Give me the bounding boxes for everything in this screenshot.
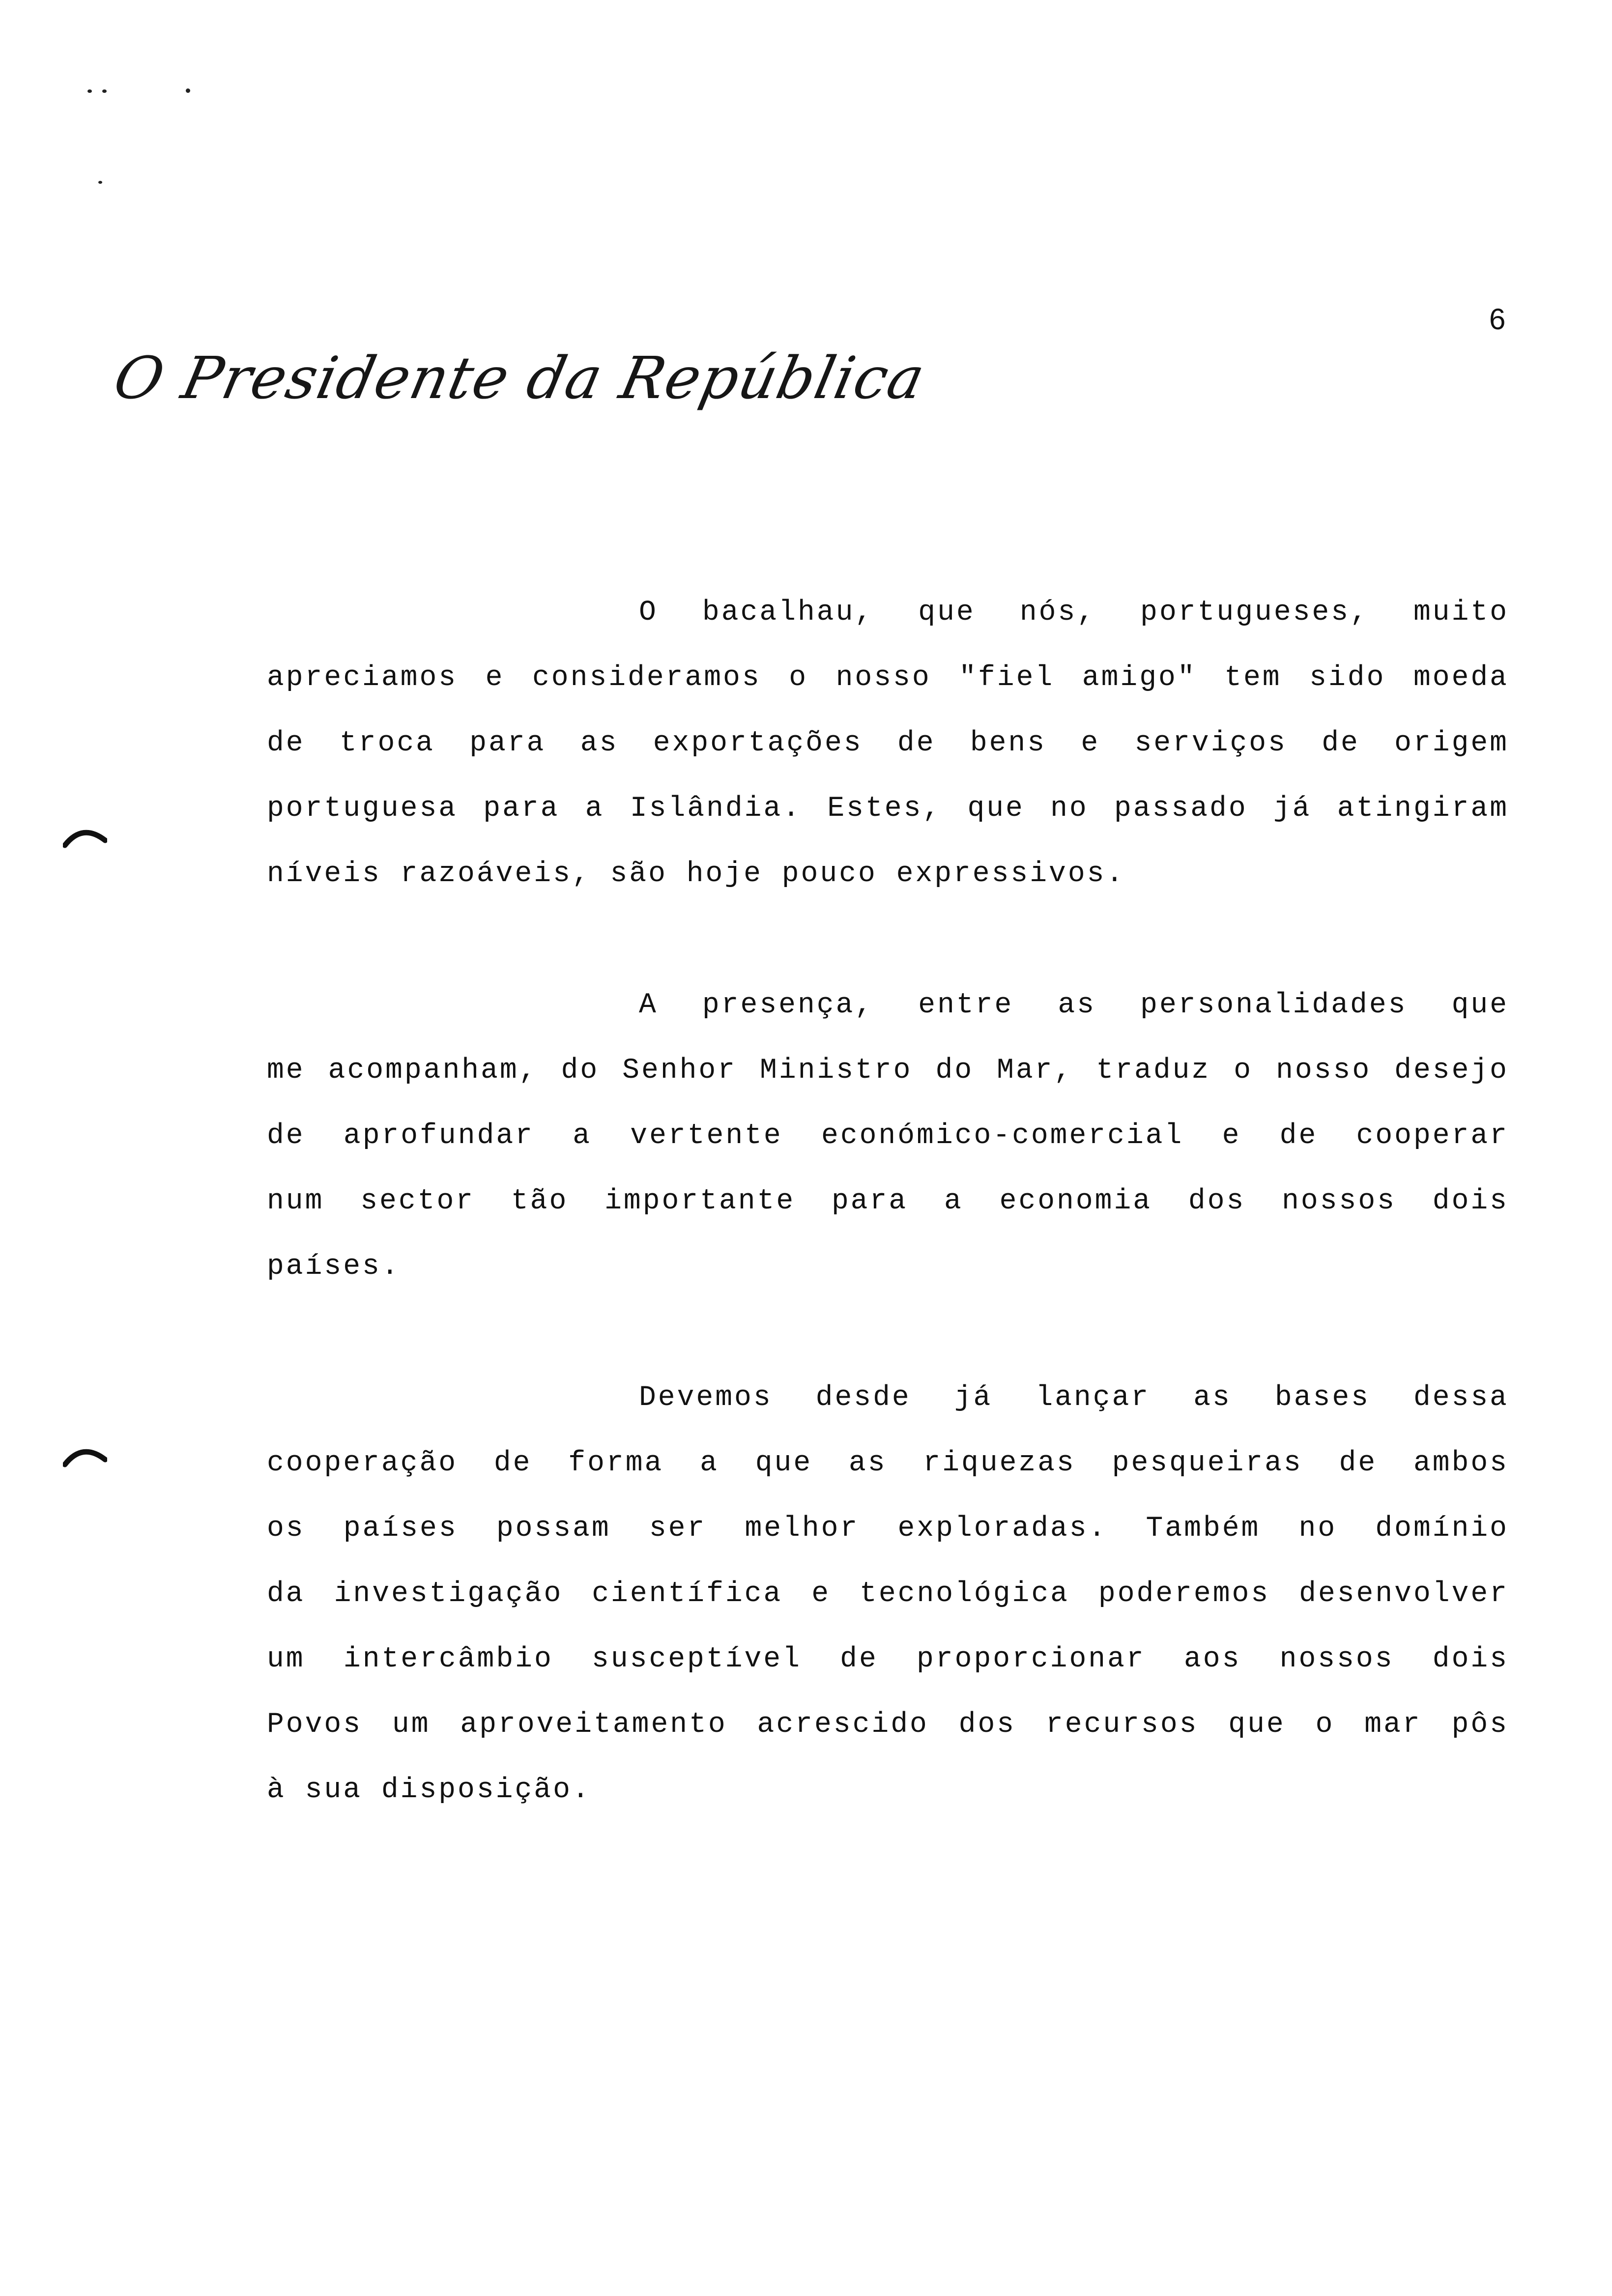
paragraph-line: Povos um aproveitamento acrescido dos recursos que o mar pôs — [267, 1709, 1509, 1741]
paragraph-line: um intercâmbio susceptível de proporcionar aos nossos dois — [267, 1643, 1509, 1675]
page-number: 6 — [1489, 303, 1506, 336]
paragraph-line: de troca para as exportações de bens e serviços de origem — [267, 727, 1509, 759]
paragraph-line: me acompanham, do Senhor Ministro do Mar, traduz o nosso desejo — [267, 1055, 1509, 1087]
paragraph-line: apreciamos e consideramos o nosso "fiel amigo" tem sido moeda — [267, 662, 1509, 694]
scan-speck — [98, 181, 102, 184]
scan-speck — [87, 89, 92, 93]
scan-speck — [186, 88, 190, 93]
paragraph-line: Devemos desde já lançar as bases dessa — [639, 1382, 1509, 1414]
paragraph-line: A presença, entre as personalidades que — [639, 989, 1509, 1021]
paragraph-line: O bacalhau, que nós, portugueses, muito — [639, 597, 1509, 629]
paragraph-line: países. — [267, 1251, 401, 1283]
paragraph-line: à sua disposição. — [267, 1774, 591, 1806]
paragraph-line: num sector tão importante para a economia dos nossos dois — [267, 1185, 1509, 1217]
binder-hole-mark — [63, 826, 107, 848]
scan-speck — [102, 89, 107, 93]
paragraph-line: níveis razoáveis, são hoje pouco expressivos. — [267, 858, 1125, 890]
paragraph-line: cooperação de forma a que as riquezas pesqueiras de ambos — [267, 1447, 1509, 1479]
binder-hole-mark — [63, 1445, 107, 1467]
paragraph-line: os países possam ser melhor exploradas. Também no domínio — [267, 1513, 1509, 1545]
paragraph-line: de aprofundar a vertente económico-comercial e de cooperar — [267, 1120, 1509, 1152]
letterhead-script: O Presidente da República — [108, 344, 931, 412]
paragraph-line: da investigação científica e tecnológica poderemos desenvolver — [267, 1578, 1509, 1610]
paragraph-line: portuguesa para a Islândia. Estes, que no passado já atingiram — [267, 793, 1509, 825]
